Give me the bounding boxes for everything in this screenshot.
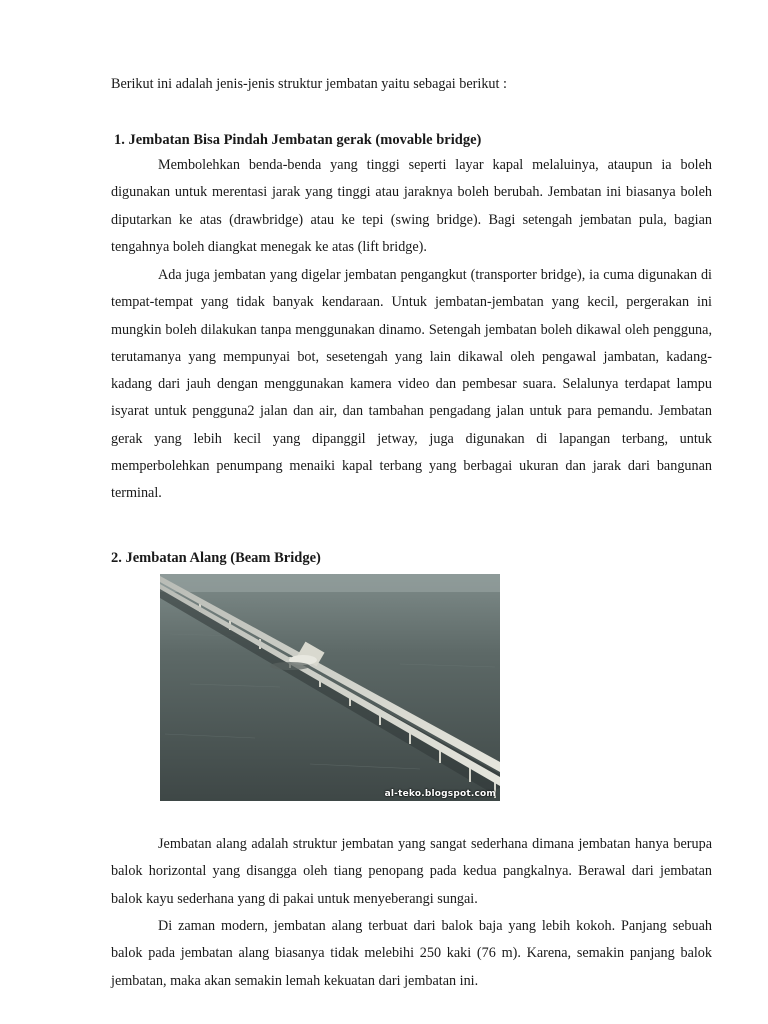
- section-heading-beam-bridge: 2. Jembatan Alang (Beam Bridge): [111, 550, 321, 566]
- paragraph: Ada juga jembatan yang digelar jembatan pengangkut (transporter bridge), ia cuma digunakan di tempat-tempat yang tidak banyak kendaraan. Untuk jembatan-jembatan yang kecil, pergerakan ini mungkin boleh dilakukan tanpa menggunakan dinamo. Setengah jembatan boleh dikawal oleh pengguna, terutamanya yang mempunyai bot, sesetengah yang lain dikawal oleh pengawal jambatan, kadang-kadang dari jauh dengan menggunakan kamera video dan pembesar suara. Selalunya terdapat lampu isyarat untuk pengguna2 jalan dan air, dan tambahan pengadang jalan untuk para pemandu. Jembatan gerak yang lebih kecil yang dipanggil jetway, juga digunakan di lapangan terbang, untuk memperbolehkan penumpang menaiki kapal terbang yang berbagai ukuran dan jarak dari bangunan terminal.: [111, 267, 712, 502]
- paragraph: Membolehkan benda-benda yang tinggi seperti layar kapal melaluinya, ataupun ia boleh digunakan untuk merentasi jarak yang tinggi atau jaraknya boleh berubah. Jembatan ini biasanya boleh diputarkan ke atas (drawbridge) atau ke tepi (swing bridge). Bagi setengah jembatan pula, bagian tengahnya boleh diangkat menegak ke atas (lift bridge).: [111, 157, 712, 255]
- image-watermark: al-teko.blogspot.com: [384, 789, 496, 799]
- beam-bridge-photo: [160, 574, 500, 801]
- intro-text: Berikut ini adalah jenis-jenis struktur jembatan yaitu sebagai berikut :: [111, 76, 507, 92]
- paragraph: Jembatan alang adalah struktur jembatan yang sangat sederhana dimana jembatan hanya berupa balok horizontal yang disangga oleh tiang penopang pada kedua pangkalnya. Berawal dari jembatan balok kayu sederhana yang di pakai untuk menyeberangi sungai.: [111, 836, 712, 907]
- section-heading-movable-bridge: 1. Jembatan Bisa Pindah Jembatan gerak (movable bridge): [114, 132, 482, 148]
- paragraph: Di zaman modern, jembatan alang terbuat dari balok baja yang lebih kokoh. Panjang sebuah balok pada jembatan alang biasanya tidak melebihi 250 kaki (76 m). Karena, semakin panjang balok jembatan, maka akan semakin lemah kekuatan dari jembatan ini.: [111, 918, 712, 989]
- bridge-aerial-illustration: [160, 574, 500, 801]
